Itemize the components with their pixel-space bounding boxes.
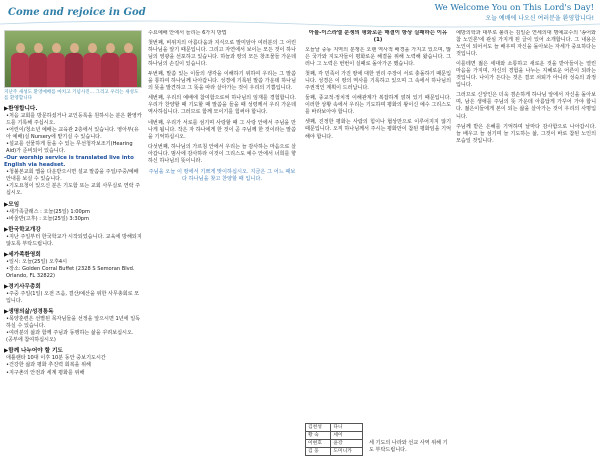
announcement-item: •기도요청이 있으신 분은 기도함 또는 교회 사무실로 연락 주십시오. — [6, 183, 141, 197]
announcement-item: •여러분의 삶과 함께 주님과 동행하는 삶을 꾸려보십시오. (공부에 참여하십시오) — [6, 330, 134, 344]
group-photo — [4, 30, 142, 88]
section-heading: ▶한국학교개강 — [4, 226, 41, 233]
article-column — [305, 30, 451, 462]
essay-paragraphs — [456, 30, 596, 145]
table-cell: 도미니카 — [331, 447, 363, 455]
paragraph: 셋째, 진정한 평화는 사람의 힘이나 협상만으로 이루어지지 않기 때문입니다. 오직 하나님께서 주시는 평화만이 참된 평화임을 기억해야 합니다. — [305, 119, 451, 140]
announcement-item: •처음 교회를 방문하셨거나 교인등록을 원하시는 분은 환영카드를 기록해 주십시오. — [6, 113, 142, 127]
section-heading: ▶경기사무총회 — [4, 283, 41, 290]
paragraph: 주님께 받은 은혜를 기억하며 날마다 감사함으로 나아갑시다. 늘 배우고 늘 섬기며 늘 기도하는 삶, 그것이 바로 참된 노인의 모습일 것입니다. — [456, 123, 596, 144]
table-cell: 윤강 — [331, 439, 363, 447]
announcement-item: •장소: Golden Corral Buffet (2328 S Semoran Blvd. Orlando, FL 32822) — [6, 265, 135, 279]
announcement-item: •지난 주일부터 한국학교가 시작되었습니다. 교육에 방해되지 않도록 부탁드립니다. — [6, 233, 142, 247]
right-banner-subtitle: 오늘 예배에 나오신 여러분을 환영합니다! — [485, 14, 594, 22]
announcement-item: •청불본교회 앱을 다운받으시면 설교 말씀을 주일/주중/예배안내를 보실 수 있습니다. — [6, 169, 139, 183]
paragraph: 오늘날 중동 지역의 분쟁은 오랜 역사적 배경을 가지고 있으며, 많은 국가와 지도자들이 평화로운 해결을 위해 노력해 왔습니다. 그러나 그 노력은 번번이 실패로 돌아가곤 했습니다. — [305, 47, 451, 68]
paragraph: 예방의학과 대부로 불리는 김일순 연세의대 명예교수의 '송어와 참 노인론'에 관심 가지게 된 글이 있어 소개합니다. 그 내용은 노인이 되어서도 늘 배우며 자신을 돌아보는 자세가 중요하다는 것입니다. — [456, 30, 596, 58]
paragraph: 세번째, 우리의 예배에 참여함으로써 하나님의 임재를 경험합니다. 우리가 찬양할 때 기도할 때 말씀을 들을 때 성령께서 우리 가운데 역사하십니다. 그러므로 함께 모이기를 힘써야 합니다. — [148, 95, 296, 116]
article-tail: 세 기도의 나라와 선교 사역 위해 기도 부탁드립니다. — [369, 439, 448, 453]
right-banner-title: We Welcome You on This Lord's Day! — [434, 2, 594, 13]
announcement-item: •건강한 삶과 평화 추진력 회복을 위해 — [6, 362, 91, 369]
table-cell: 다니 — [331, 423, 363, 431]
table-row — [306, 439, 363, 447]
column-essay — [456, 30, 596, 462]
paragraph: 네번째, 우리가 서로를 섬기며 사랑할 때 그 사랑 안에서 주님을 만나게 됩니다. 작은 자 하나에게 한 것이 곧 주님께 한 것이라는 말씀을 기억하십시오. — [148, 119, 296, 140]
paragraph: 그러므로 신앙인은 더욱 겸손하게 하나님 앞에서 자신을 돌아보며, 남은 생애를 주님의 뜻 가운데 아름답게 가꾸어 가야 합니다. 젊은이들에게 본이 되는 삶을 살아가는 것이 우리의 사명입니다. — [456, 92, 596, 120]
article-title: 아틀-이스라엘 분쟁의 평화로운 해결이 항상 실패하는 이유 (1) — [308, 30, 448, 43]
closing-note: 주님을 오늘 이 땅에서 기쁘게 맞이하십시오. 지금은 그 어느 때보다 하나님을 찾고 찬양할 때 입니다. — [148, 168, 296, 182]
paragraph: 수요예배 안에서 들리는 6가지 방법 — [148, 30, 227, 36]
section-heading: ▶환영합니다. — [4, 106, 38, 112]
sermon-column — [148, 30, 296, 462]
english-translation-note: -Our worship service is translated live into English via headset. — [4, 155, 134, 169]
mission-table — [305, 423, 363, 456]
sermon-paragraphs — [148, 30, 296, 165]
announcement-item: •지구촌의 안전과 세계 평화를 위해 — [6, 369, 85, 376]
article-paragraphs — [305, 47, 451, 387]
paragraph: 첫번째, 비위지의 아름다움과 지식으로 말미암아 여러분의 그 어린 하나님을 알기 때문입니다. 그리고 자연에서 보이는 모든 것이 하나님의 영광을 선포하고 있습니다. 하늘과 땅의 모든 창조물들 가운데 하나님의 손길이 있습니다. — [148, 40, 296, 68]
table-row — [306, 423, 363, 431]
paragraph: 첫째, 각 민족이 가진 땅에 대한 권리 주장이 서로 충돌하기 때문입니다. 성경은 이 땅의 역사를 기록하고 있으며 그 속에서 하나님의 주권적인 계획이 드러납니다. — [305, 71, 451, 92]
table-cell: 이현호 — [306, 439, 331, 447]
left-banner-title: Come and rejoice in God — [8, 6, 146, 18]
table-cell: 세이 — [331, 431, 363, 439]
table-row — [306, 431, 363, 439]
announcement-item: •설교를 선물하게 들을 수 있는 무선청각보조기(Hearing Aid)가 준비되어 있습니다. — [6, 141, 133, 155]
announcement-item: •주중 주일(1일) 오전 즈음, 결산/예산을 위한 사무총회로 모입니다. — [6, 291, 140, 305]
paragraph: 다섯번째, 하나님의 가르침 안에서 우리는 늘 감사하는 마음으로 살아갑니다. 범사에 감사하라 이것이 그리스도 예수 안에서 너희를 향하신 하나님의 뜻이니라. — [148, 143, 296, 164]
announcement-list — [4, 106, 142, 377]
announcement-item: •새가족클래스 : 오늘(25일) 1:00pm — [6, 208, 90, 215]
table-cell: 김천성 — [306, 423, 331, 431]
announcement-item: •어린이/청소년 예배는 교육관 2층에서 있습니다. 영아부(유아 예배)실 Nursery에 맡기실 수 있습니다. — [6, 127, 139, 141]
table-cell: 황 숙 — [306, 431, 331, 439]
paragraph: 이를테면 젊은 세대와 소통하고 새로운 것을 받아들이는 열린 마음을 가지며, 자신의 경험을 나누는 지혜로운 어른이 되라는 것입니다. 나이가 든다는 것은 결코 쇠퇴가 아니라 성숙의 과정입니다. — [456, 61, 596, 89]
section-heading: ▶모임 — [4, 201, 20, 208]
paragraph: 둘째, 종교적·정치적 이해관계가 복잡하게 얽혀 있기 때문입니다. 이러한 상황 속에서 우리는 기도하며 평화의 왕이신 예수 그리스도를 바라보아야 합니다. — [305, 95, 451, 116]
section-heading: ▶세가족환영회 — [4, 251, 41, 258]
section-heading: ▶함께 나누어야 할 기도 — [4, 348, 63, 355]
section-heading: ▶생명의삶/성경통독 — [4, 309, 54, 316]
paragraph: 두번째, 말씀 있는 이들의 생각을 이해하기 위하여 우리는 그 말씀을 통하여 하나님께 나아갑니다. 성경에 기록된 말씀 가운데 하나님의 뜻을 발견하고 그 뜻을 따라 살아가는 것이 우리의 기쁨입니다. — [148, 71, 296, 92]
announcements-column — [4, 30, 142, 462]
announcement-item: •목양훈련은 선별된 목자님들을 선정을 앞으시면 1년에 일독하실 수 있습니다. — [6, 316, 141, 330]
table-row — [306, 447, 363, 455]
announcement-item: 애틀랜타 10대 이후 10분 동안 중보기도시간 — [6, 355, 106, 362]
right-banner — [300, 0, 600, 24]
left-banner — [0, 0, 300, 24]
announcement-item: •일시: 오늘(25일) 오후4시 — [6, 258, 68, 265]
announcement-item: •바울반(고후) : 오늘(25일) 3:30pm — [6, 215, 90, 222]
table-cell: 김 웅 — [306, 447, 331, 455]
photo-caption: 지난주 새성도 환영예배를 마치고 기념사진... 그리고 우리는 새성도를 환영합니다 — [4, 90, 139, 101]
